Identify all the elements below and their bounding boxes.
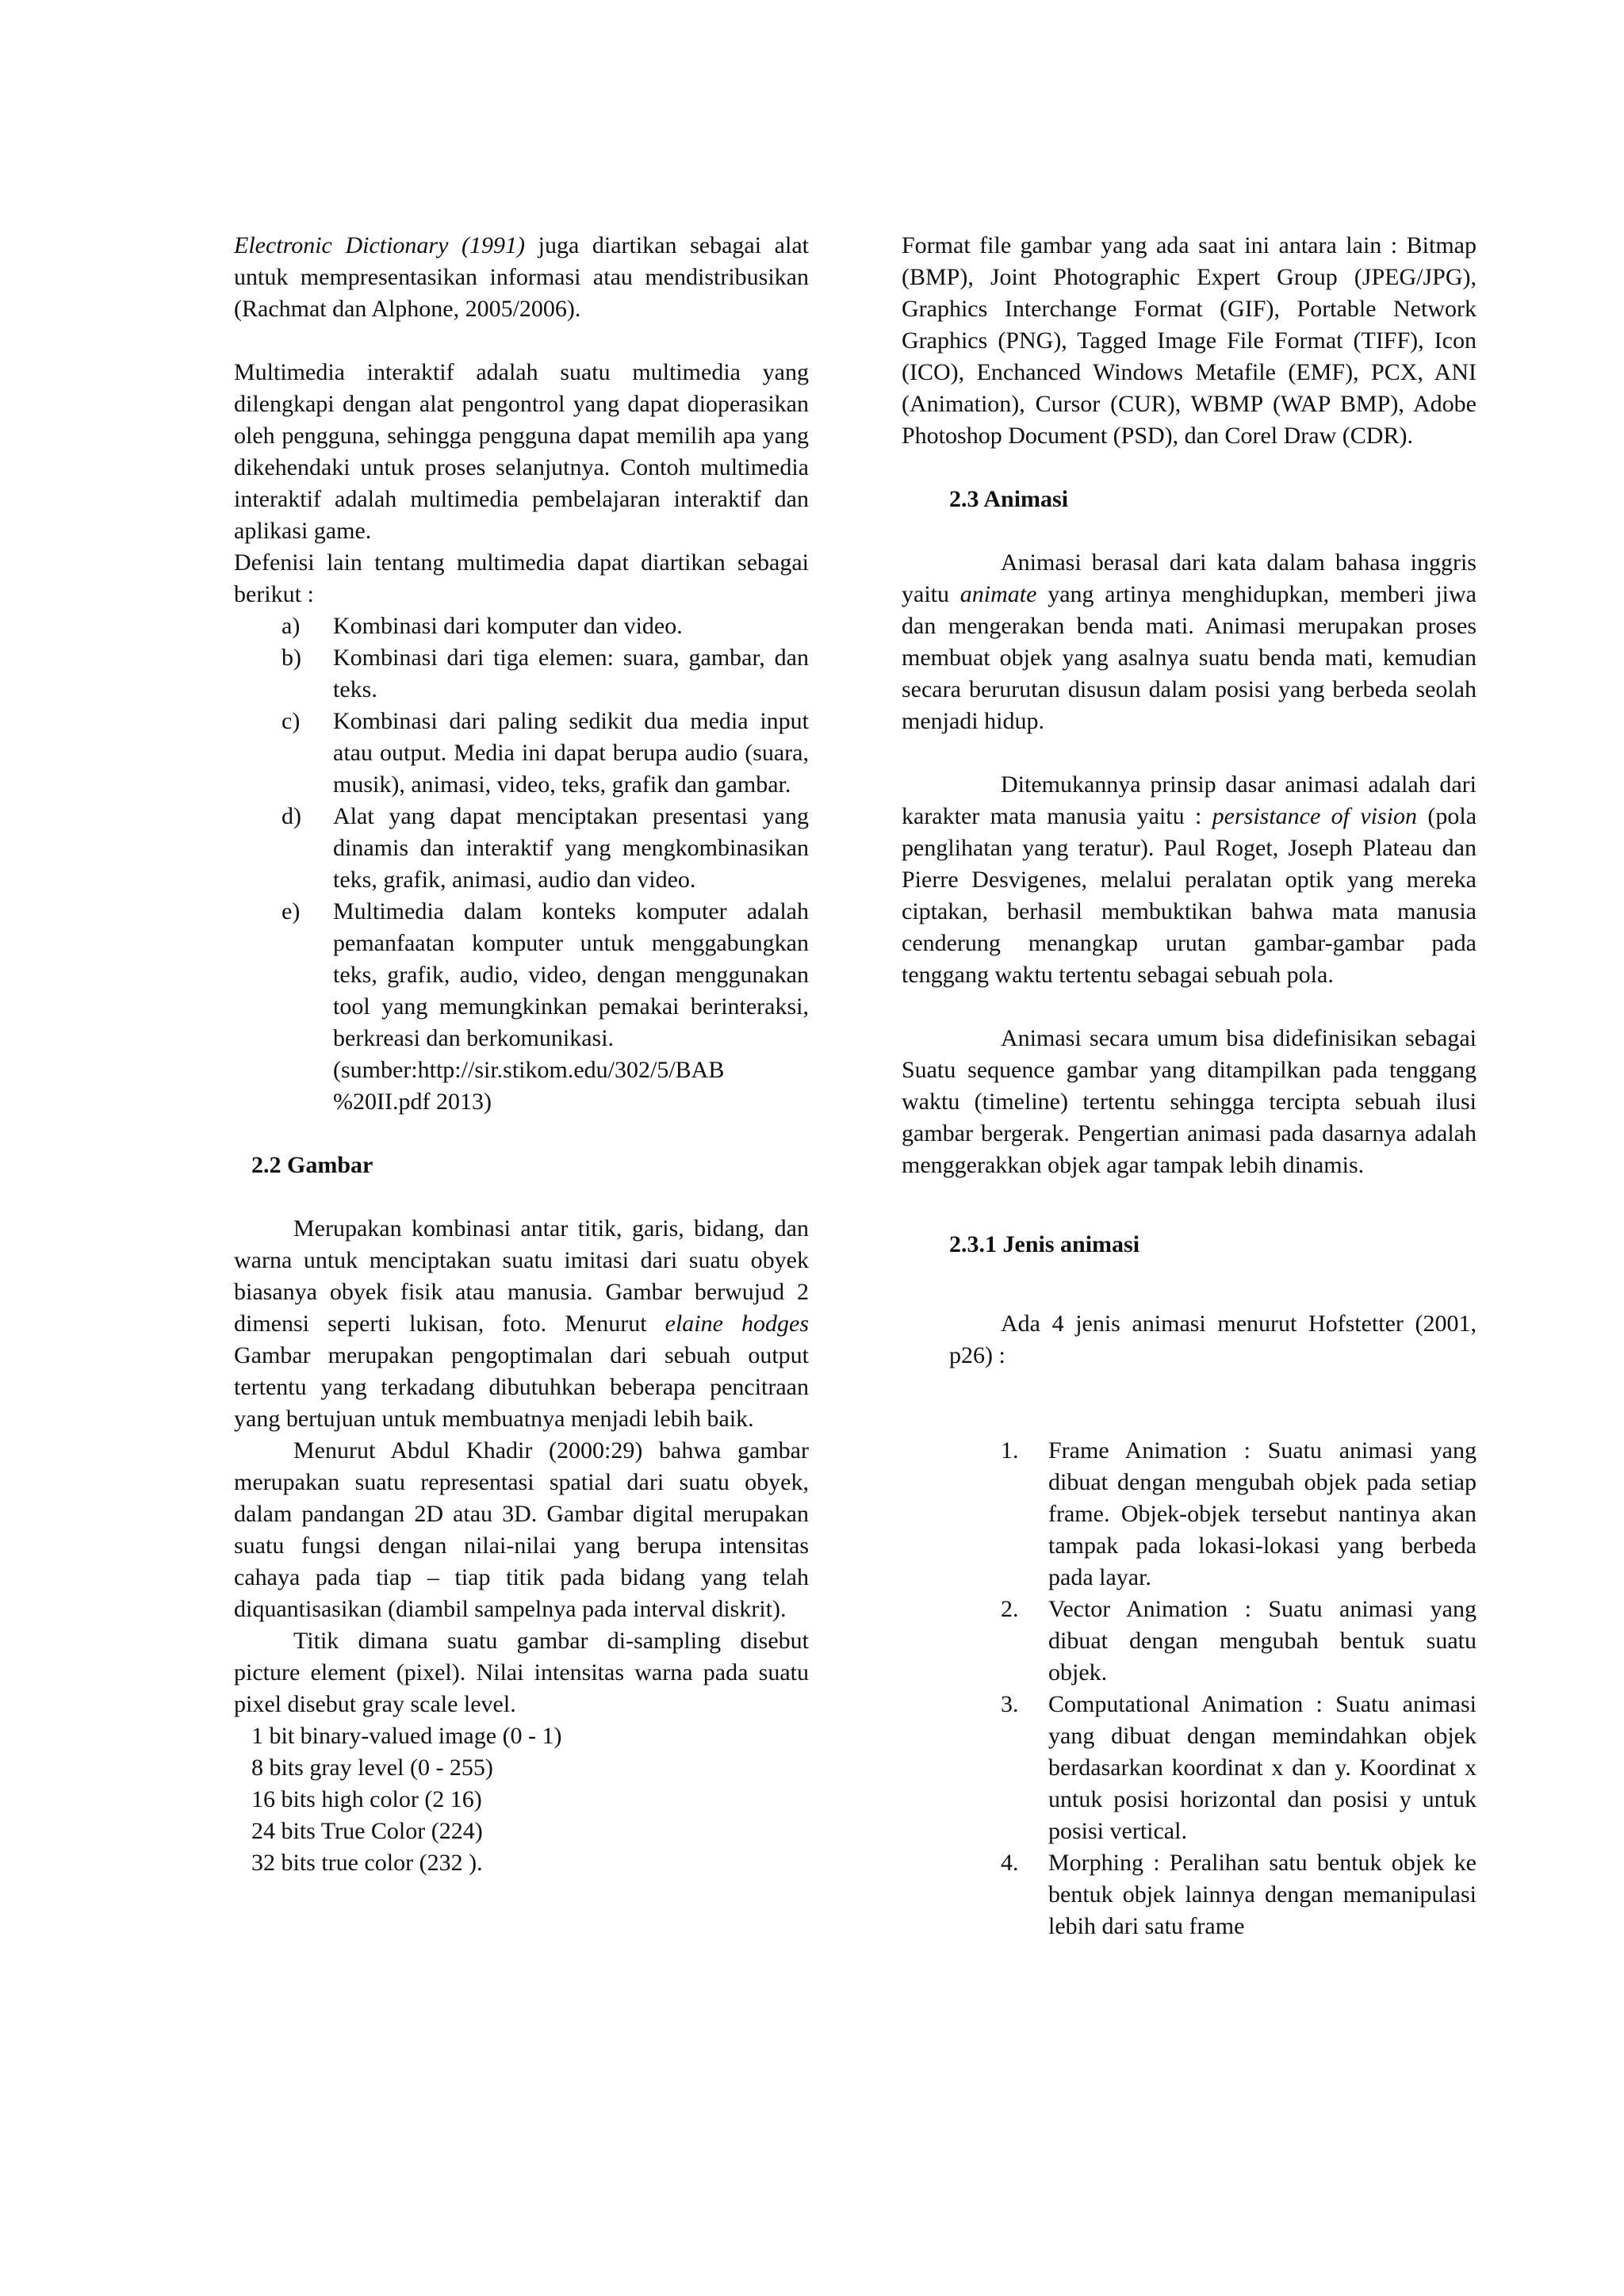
bit-depth-item: 32 bits true color (232 ). xyxy=(251,1850,483,1876)
paragraph-text: Gambar merupakan pengoptimalan dari sebuah output tertentu yang terkadang dibutuhkan beberapa pencitraan yang bertujuan untuk membuatnya menjadi lebih baik. xyxy=(234,1342,809,1432)
paragraph-file-formats: Format file gambar yang ada saat ini antara lain : Bitmap (BMP), Joint Photographic Expert Group (JPEG/JPG), Graphics Interchange Format (GIF), Portable Network Graphics (PNG), Tagged Image File Format (TIFF), Icon (ICO), Enchanced Windows Metafile (EMF), PCX, ANI (Animation), Cursor (CUR), WBMP (WAP BMP), Adobe Photoshop Document (PSD), dan Corel Draw (CDR). xyxy=(902,232,1477,449)
list-marker: e) xyxy=(282,898,301,924)
list-item xyxy=(902,1435,1477,1594)
list-item-text: Kombinasi dari komputer dan video. xyxy=(333,613,683,639)
list-marker: a) xyxy=(282,613,301,639)
list-marker: 4. xyxy=(1001,1850,1019,1876)
list-item xyxy=(234,642,809,706)
definition-list xyxy=(234,610,809,1054)
animation-types-list xyxy=(902,1435,1477,1942)
paragraph-text: Animasi berasal dari kata dalam bahasa inggris yaitu xyxy=(902,549,1477,607)
list-item xyxy=(902,1847,1477,1942)
paragraph-jenis-intro: Ada 4 jenis animasi menurut Hofstetter (2001, p26) : xyxy=(949,1311,1477,1368)
section-heading-gambar: 2.2 Gambar xyxy=(251,1152,373,1178)
paragraph-pixel: Titik dimana suatu gambar di-sampling disebut picture element (pixel). Nilai intensitas warna pada suatu pixel disebut gray scale level. xyxy=(234,1628,809,1717)
paragraph-multimedia-interaktif: Multimedia interaktif adalah suatu multimedia yang dilengkapi dengan alat pengontrol yang dapat dioperasikan oleh pengguna, sehingga pengguna dapat memilih apa yang dikehendaki untuk proses selanjutnya. Contoh multimedia interaktif adalah multimedia pembelajaran interaktif dan aplikasi game. xyxy=(234,359,809,544)
bit-depth-item: 24 bits True Color (224) xyxy=(251,1818,483,1844)
list-item-text: Frame Animation : Suatu animasi yang dibuat dengan mengubah objek pada setiap frame. Objek-objek tersebut nantinya akan tampak pada lokasi-lokasi yang berbeda pada layar. xyxy=(1048,1437,1477,1590)
left-column xyxy=(234,230,809,1879)
list-marker: d) xyxy=(282,803,301,829)
paragraph-text: Merupakan kombinasi antar titik, garis, bidang, dan warna untuk menciptakan suatu imitasi dari suatu obyek biasanya obyek fisik atau manusia. Gambar berwujud 2 dimensi seperti lukisan, foto. Menurut xyxy=(234,1215,809,1337)
list-item xyxy=(234,706,809,801)
italic-term: elaine hodges xyxy=(665,1311,810,1337)
paragraph-text: Ditemukannya prinsip dasar animasi adalah dari karakter mata manusia yaitu : xyxy=(902,771,1477,829)
list-item-text: Alat yang dapat menciptakan presentasi yang dinamis dan interaktif yang mengkombinasikan teks, grafik, animasi, audio dan video. xyxy=(333,803,809,893)
list-item-text: Kombinasi dari tiga elemen: suara, gambar, dan teks. xyxy=(333,645,809,702)
paragraph-abdul-khadir: Menurut Abdul Khadir (2000:29) bahwa gambar merupakan suatu representasi spatial dari suatu obyek, dalam pandangan 2D atau 3D. Gambar digital merupakan suatu fungsi dengan nilai-nilai yang berupa intensitas cahaya pada tiap – tiap titik pada bidang yang telah diquantisasikan (diambil sampelnya pada interval diskrit). xyxy=(234,1437,809,1622)
right-column xyxy=(902,230,1477,1942)
list-marker: 3. xyxy=(1001,1691,1019,1717)
list-item-text: Morphing : Peralihan satu bentuk objek ke bentuk objek lainnya dengan memanipulasi lebih dari satu frame xyxy=(1048,1850,1477,1939)
bit-depth-item: 8 bits gray level (0 - 255) xyxy=(251,1755,493,1781)
paragraph-definisi: Defenisi lain tentang multimedia dapat diartikan sebagai berikut : xyxy=(234,549,809,607)
section-heading-animasi: 2.3 Animasi xyxy=(949,486,1069,512)
list-item xyxy=(234,801,809,896)
list-marker: b) xyxy=(282,645,301,671)
paragraph-animasi-asal xyxy=(902,547,1477,737)
list-item-text: Kombinasi dari paling sedikit dua media input atau output. Media ini dapat berupa audio (suara, musik), animasi, video, teks, grafik dan gambar. xyxy=(333,708,809,798)
list-item-text: Computational Animation : Suatu animasi yang dibuat dengan memindahkan objek berdasarkan koordinat x dan y. Koordinat x untuk posisi horizontal dan posisi y untuk posisi vertical. xyxy=(1048,1691,1477,1844)
source-citation: (sumber:http://sir.stikom.edu/302/5/BAB %20II.pdf 2013) xyxy=(333,1057,725,1115)
list-marker: c) xyxy=(282,708,301,734)
list-marker: 1. xyxy=(1001,1437,1019,1464)
paragraph-text: yang artinya menghidupkan, memberi jiwa dan mengerakan benda mati. Animasi merupakan proses membuat objek yang asalnya suatu benda mati, kemudian secara berurutan disusun dalam posisi yang berbeda seolah menjadi hidup. xyxy=(902,581,1477,734)
list-item xyxy=(234,610,809,642)
list-item xyxy=(902,1689,1477,1847)
paragraph-gambar-definisi xyxy=(234,1213,809,1435)
bit-depth-item: 16 bits high color (2 16) xyxy=(251,1786,482,1812)
paragraph-animasi-umum: Animasi secara umum bisa didefinisikan sebagai Suatu sequence gambar yang ditampilkan pada tenggang waktu (timeline) tertentu sehingga tercipta sebuah ilusi gambar bergerak. Pengertian animasi pada dasarnya adalah menggerakkan objek agar tampak lebih dinamis. xyxy=(902,1025,1477,1178)
list-item xyxy=(902,1594,1477,1689)
italic-term: Electronic Dictionary (1991) xyxy=(234,232,526,258)
list-marker: 2. xyxy=(1001,1596,1019,1622)
paragraph-text: (pola penglihatan yang teratur). Paul Roget, Joseph Plateau dan Pierre Desvigenes, melalui peralatan optik yang mereka ciptakan, berhasil membuktikan bahwa mata manusia cenderung menangkap urutan gambar-gambar pada tenggang waktu tertentu sebagai sebuah pola. xyxy=(902,803,1477,988)
paragraph-electronic-dictionary xyxy=(234,230,809,325)
list-item-text: Vector Animation : Suatu animasi yang dibuat dengan mengubah bentuk suatu objek. xyxy=(1048,1596,1477,1686)
list-item xyxy=(234,896,809,1054)
italic-term: persistance of vision xyxy=(1212,803,1418,829)
italic-term: animate xyxy=(959,581,1037,607)
bit-depth-list xyxy=(234,1720,809,1879)
bit-depth-item: 1 bit binary-valued image (0 - 1) xyxy=(251,1723,562,1749)
list-item-text: Multimedia dalam konteks komputer adalah pemanfaatan komputer untuk menggabungkan teks, grafik, audio, video, dengan menggunakan tool yang memungkinkan pemakai berinteraksi, berkreasi dan berkomunikasi. xyxy=(333,898,809,1051)
section-heading-jenis-animasi: 2.3.1 Jenis animasi xyxy=(949,1231,1140,1257)
paragraph-text: juga diartikan sebagai alat untuk mempresentasikan informasi atau mendistribusikan (Rachmat dan Alphone, 2005/2006). xyxy=(234,232,809,322)
paragraph-persistance xyxy=(902,769,1477,991)
